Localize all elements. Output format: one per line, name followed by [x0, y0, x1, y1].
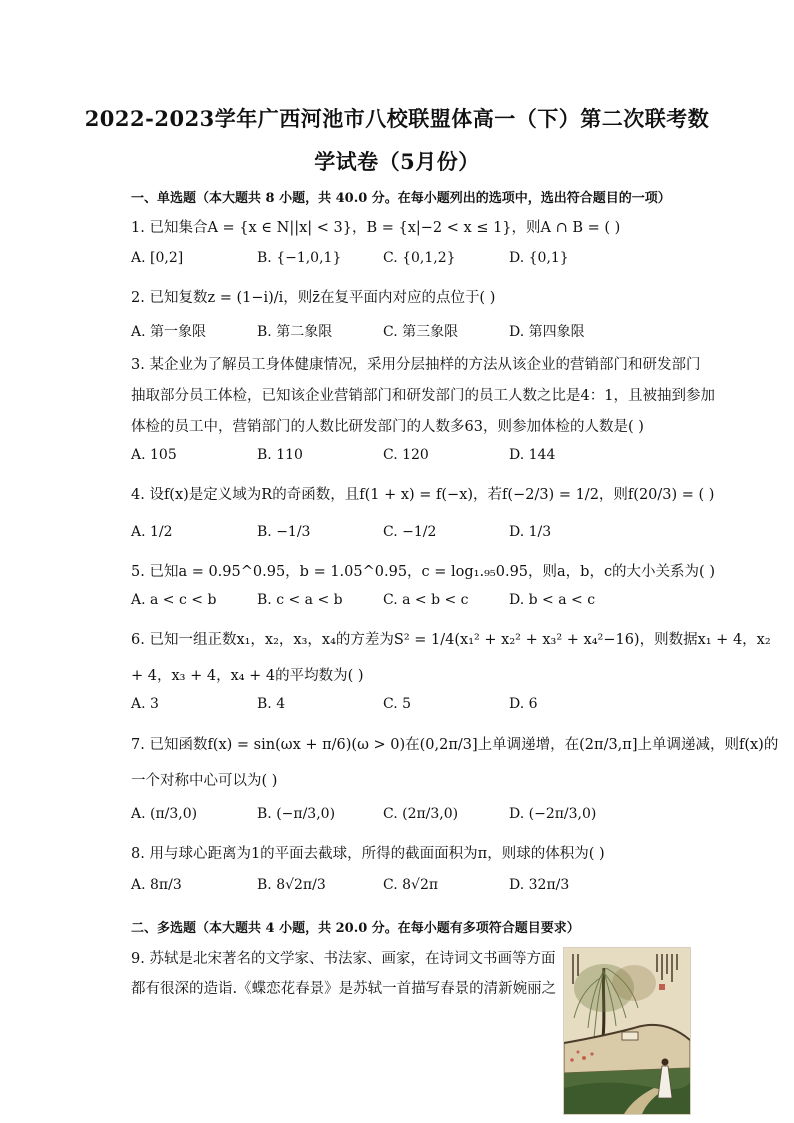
q1-option-b: B. {−1,0,1}: [257, 250, 342, 266]
q7-option-a: A. (π/3,0): [131, 806, 198, 822]
q4-option-d: D. 1/3: [509, 524, 552, 540]
q5-option-c: C. a < b < c: [383, 592, 469, 608]
su-shi-spring-painting: [563, 947, 691, 1115]
question-6-stem-line2: + 4，x₃ + 4，x₄ + 4的平均数为( ): [131, 668, 364, 684]
q8-option-b: B. 8√2π/3: [257, 877, 326, 893]
question-7-stem-line2: 一个对称中心可以为( ): [131, 773, 278, 789]
q8-option-d: D. 32π/3: [509, 877, 570, 893]
question-3-stem-line2: 抽取部分员工体检，已知该企业营销部门和研发部门的员工人数之比是4：1，且被抽到参加: [131, 388, 715, 404]
q6-option-c: C. 5: [383, 696, 412, 712]
question-1-stem: 1. 已知集合A = {x ∈ N||x| < 3}，B = {x|−2 < x ≤ 1}，则A ∩ B = ( ): [131, 220, 621, 236]
q2-option-b: B. 第二象限: [257, 324, 333, 340]
question-3-stem-line3: 体检的员工中，营销部门的人数比研发部门的人数多63，则参加体检的人数是( ): [131, 419, 644, 435]
q8-option-a: A. 8π/3: [131, 877, 182, 893]
question-3-stem-line1: 3. 某企业为了解员工身体健康情况，采用分层抽样的方法从该企业的营销部门和研发部门: [131, 357, 701, 373]
question-9-stem-line2: 都有很深的造诣.《蝶恋花春景》是苏轼一首描写春景的清新婉丽之: [131, 981, 557, 997]
q7-option-d: D. (−2π/3,0): [509, 806, 597, 822]
question-8-stem: 8. 用与球心距离为1的平面去截球，所得的截面面积为π，则球的体积为( ): [131, 846, 605, 862]
q6-option-b: B. 4: [257, 696, 286, 712]
q7-option-b: B. (−π/3,0): [257, 806, 336, 822]
q5-option-b: B. c < a < b: [257, 592, 343, 608]
q4-option-c: C. −1/2: [383, 524, 437, 540]
painting-illustration: [564, 948, 690, 1114]
q7-option-c: C. (2π/3,0): [383, 806, 459, 822]
q5-option-d: D. b < a < c: [509, 592, 596, 608]
question-5-stem: 5. 已知a = 0.95^0.95，b = 1.05^0.95，c = log₁.₉₅0.95，则a，b，c的大小关系为( ): [131, 564, 715, 580]
q6-option-a: A. 3: [131, 696, 159, 712]
q3-option-b: B. 110: [257, 447, 303, 463]
q3-option-c: C. 120: [383, 447, 429, 463]
q1-option-c: C. {0,1,2}: [383, 250, 456, 266]
q3-option-d: D. 144: [509, 447, 556, 463]
q4-option-b: B. −1/3: [257, 524, 311, 540]
question-4-stem: 4. 设f(x)是定义域为R的奇函数，且f(1 + x) = f(−x)，若f(−2/3) = 1/2，则f(20/3) = ( ): [131, 487, 715, 503]
exam-title-line2: 学试卷（5月份）: [314, 149, 480, 174]
q1-option-d: D. {0,1}: [509, 250, 569, 266]
question-7-stem-line1: 7. 已知函数f(x) = sin(ωx + π/6)(ω > 0)在(0,2π/3]上单调递增，在(2π/3,π]上单调递减，则f(x)的: [131, 737, 779, 753]
q8-option-c: C. 8√2π: [383, 877, 439, 893]
q3-option-a: A. 105: [131, 447, 177, 463]
q2-option-c: C. 第三象限: [383, 324, 459, 340]
q5-option-a: A. a < c < b: [131, 592, 217, 608]
question-2-stem: 2. 已知复数z = (1−i)/i，则z̄在复平面内对应的点位于( ): [131, 290, 496, 306]
q1-option-a: A. [0,2]: [131, 250, 184, 266]
q2-option-a: A. 第一象限: [131, 324, 207, 340]
question-6-stem-line1: 6. 已知一组正数x₁，x₂，x₃，x₄的方差为S² = 1/4(x₁² + x₂² + x₃² + x₄²−16)，则数据x₁ + 4，x₂: [131, 632, 771, 648]
q4-option-a: A. 1/2: [131, 524, 173, 540]
q6-option-d: D. 6: [509, 696, 538, 712]
question-9-stem-line1: 9. 苏轼是北宋著名的文学家、书法家、画家，在诗词文书画等方面: [131, 951, 556, 967]
section-single-choice-heading: 一、单选题（本大题共 8 小题，共 40.0 分。在每小题列出的选项中，选出符合题目的一项）: [131, 191, 671, 206]
q2-option-d: D. 第四象限: [509, 324, 585, 340]
section-multi-choice-heading: 二、多选题（本大题共 4 小题，共 20.0 分。在每小题有多项符合题目要求）: [131, 921, 580, 936]
exam-title-line1: 2022-2023学年广西河池市八校联盟体高一（下）第二次联考数: [84, 106, 710, 131]
